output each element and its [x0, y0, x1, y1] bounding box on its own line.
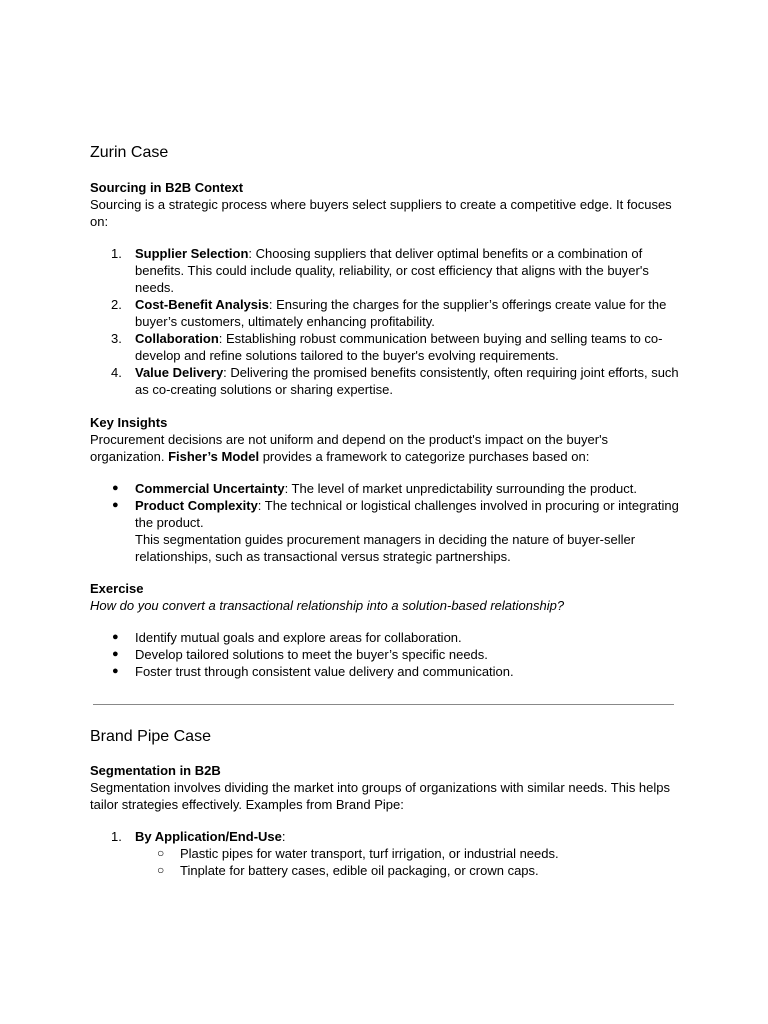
key-insights-heading: Key Insights [90, 415, 168, 430]
list-item [90, 828, 680, 845]
list-item [90, 330, 680, 364]
list-term: By Application/End-Use [135, 829, 282, 844]
list-item [90, 497, 680, 565]
key-insights-intro [90, 431, 680, 465]
sourcing-list [90, 245, 680, 398]
bullet-icon: ● [112, 631, 119, 643]
list-text: : The technical or logistical challenges involved in procuring or integrating the product. [135, 498, 679, 530]
exercise-question: How do you convert a transactional relationship into a solution-based relationship? [90, 598, 565, 613]
list-term: Product Complexity [135, 498, 258, 513]
list-term: Commercial Uncertainty [135, 481, 285, 496]
list-item [90, 364, 680, 398]
sourcing-heading: Sourcing in B2B Context [90, 180, 244, 195]
list-item [90, 629, 680, 646]
list-item [90, 245, 680, 296]
list-text: : Establishing robust communication between buying and selling teams to co-develop and refine solutions tailored to the buyer's evolving requirements. [135, 331, 663, 363]
sourcing-intro: Sourcing is a strategic process where buyers select suppliers to create a competitive edge. It focuses on: [90, 197, 672, 229]
list-term: Supplier Selection [135, 246, 249, 261]
brand-pipe-case-title: Brand Pipe Case [90, 728, 211, 745]
list-text: : Choosing suppliers that deliver optimal benefits or a combination of benefits. This could include quality, reliability, or cost efficiency that aligns with the buyer's needs. [135, 246, 649, 295]
exercise-list [90, 629, 680, 680]
list-number: 1. [111, 246, 122, 261]
sub-list-item [90, 845, 680, 862]
fishers-model-term: Fisher’s Model [168, 449, 260, 464]
list-text: Identify mutual goals and explore areas for collaboration. [135, 630, 462, 645]
bullet-icon: ● [112, 665, 119, 677]
list-text: : The level of market unpredictability surrounding the product. [284, 481, 637, 496]
list-item [90, 296, 680, 330]
list-text: Develop tailored solutions to meet the buyer’s specific needs. [135, 647, 488, 662]
list-item [90, 646, 680, 663]
section-divider [93, 704, 674, 705]
list-number: 3. [111, 331, 122, 346]
list-text: : Delivering the promised benefits consistently, often requiring joint efforts, such as co-creating solutions or sharing expertise. [135, 365, 679, 397]
list-text: Plastic pipes for water transport, turf irrigation, or industrial needs. [180, 846, 559, 861]
intro-text: Procurement decisions are not uniform and depend on the product's impact on the buyer's organization. [90, 432, 609, 464]
segmentation-note: This segmentation guides procurement managers in deciding the nature of buyer-seller relationships, such as transactional versus strategic partnerships. [135, 532, 636, 564]
segmentation-heading: Segmentation in B2B [90, 763, 221, 778]
list-text: : Ensuring the charges for the supplier’s offerings create value for the buyer’s customers, ultimately enhancing profitability. [135, 297, 667, 329]
bullet-icon: ● [112, 648, 119, 660]
list-text: Foster trust through consistent value delivery and communication. [135, 664, 514, 679]
list-term: Cost-Benefit Analysis [135, 297, 269, 312]
list-term: Collaboration [135, 331, 219, 346]
list-item [90, 663, 680, 680]
list-text: : [281, 829, 286, 844]
sub-list-item [90, 862, 680, 879]
exercise-heading: Exercise [90, 581, 144, 596]
zurin-case-title: Zurin Case [90, 144, 169, 161]
segmentation-list [90, 828, 680, 879]
list-item [90, 480, 680, 497]
segmentation-intro: Segmentation involves dividing the market into groups of organizations with similar needs. This helps tailor strategies effectively. Examples from Brand Pipe: [90, 780, 671, 812]
list-number: 1. [111, 829, 122, 844]
insights-list [90, 480, 680, 565]
list-number: 2. [111, 297, 122, 312]
list-term: Value Delivery [135, 365, 224, 380]
circle-bullet-icon: ○ [157, 863, 165, 877]
circle-bullet-icon: ○ [157, 846, 165, 860]
list-text: Tinplate for battery cases, edible oil packaging, or crown caps. [180, 863, 539, 878]
list-number: 4. [111, 365, 122, 380]
bullet-icon: ● [112, 499, 119, 511]
intro-text: provides a framework to categorize purchases based on: [259, 449, 590, 464]
bullet-icon: ● [112, 482, 119, 494]
